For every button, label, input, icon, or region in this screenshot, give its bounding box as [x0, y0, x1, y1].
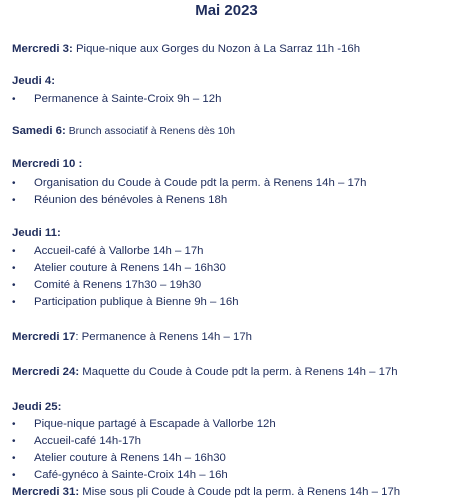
- entry-mercredi-24: [12, 365, 398, 379]
- bullet-icon: •: [12, 436, 16, 447]
- entry-day: Samedi 6:: [12, 125, 66, 137]
- entry-jeudi-11: [12, 226, 61, 240]
- list-item: [12, 468, 228, 483]
- entry-mercredi-10: [12, 157, 82, 171]
- list-item-text: Atelier couture à Renens 14h – 16h30: [34, 452, 226, 464]
- entry-day: Jeudi 11:: [12, 227, 61, 239]
- bullet-icon: •: [12, 195, 16, 206]
- list-item: [12, 434, 141, 449]
- list-item-text: Atelier couture à Renens 14h – 16h30: [34, 262, 226, 274]
- bullet-icon: •: [12, 94, 16, 105]
- entry-day: Jeudi 4:: [12, 75, 56, 87]
- bullet-icon: •: [12, 246, 16, 257]
- list-item: [12, 451, 226, 466]
- bullet-icon: •: [12, 178, 16, 189]
- list-item: [12, 92, 221, 107]
- list-item: [12, 261, 226, 276]
- list-item-text: Café-gynéco à Sainte-Croix 14h – 16h: [34, 469, 228, 481]
- list-item: [12, 417, 276, 432]
- list-item: [12, 193, 227, 208]
- list-item-text: Permanence à Sainte-Croix 9h – 12h: [34, 93, 222, 105]
- bullet-icon: •: [12, 453, 16, 464]
- entry-text: Brunch associatif à Renens dès 10h: [65, 126, 236, 137]
- list-item: [12, 176, 366, 191]
- entry-day: Mercredi 3:: [12, 43, 73, 55]
- bullet-icon: •: [12, 297, 16, 308]
- entry-jeudi-25: [12, 400, 61, 414]
- list-item-text: Organisation du Coude à Coude pdt la perm. à Renens 14h – 17h: [34, 177, 367, 189]
- page-title: Mai 2023: [195, 2, 258, 19]
- entry-day: Mercredi 31:: [12, 486, 80, 498]
- entry-day: Mercredi 10 :: [12, 158, 83, 170]
- entry-day: Jeudi 25:: [12, 401, 62, 413]
- list-item-text: Pique-nique partagé à Escapade à Vallorbe 12h: [34, 418, 276, 430]
- bullet-icon: •: [12, 263, 16, 274]
- bullet-icon: •: [12, 280, 16, 291]
- list-item-text: Participation publique à Bienne 9h – 16h: [34, 296, 239, 308]
- bullet-icon: •: [12, 419, 16, 430]
- entry-text: Pique-nique aux Gorges du Nozon à La Sarraz 11h -16h: [72, 43, 361, 55]
- entry-mercredi-17: [12, 330, 252, 344]
- list-item-text: Comité à Renens 17h30 – 19h30: [34, 279, 202, 291]
- entry-day: Mercredi 24:: [12, 366, 80, 378]
- entry-text: Mise sous pli Coude à Coude pdt la perm. à Renens 14h – 17h: [79, 486, 401, 498]
- list-item: [12, 278, 201, 293]
- list-item-text: Accueil-café 14h-17h: [34, 435, 142, 447]
- list-item-text: Accueil-café à Vallorbe 14h – 17h: [34, 245, 204, 257]
- list-item: [12, 295, 239, 310]
- list-item: [12, 244, 204, 259]
- entry-day: Mercredi 17: [12, 331, 76, 343]
- entry-mercredi-3: [12, 42, 360, 56]
- list-item-text: Réunion des bénévoles à Renens 18h: [34, 194, 228, 206]
- entry-text: Maquette du Coude à Coude pdt la perm. à Renens 14h – 17h: [79, 366, 398, 378]
- entry-mercredi-31: [12, 485, 400, 499]
- entry-samedi-6: [12, 124, 235, 139]
- entry-text: : Permanence à Renens 14h – 17h: [75, 331, 253, 343]
- bullet-icon: •: [12, 470, 16, 481]
- entry-jeudi-4: [12, 74, 55, 88]
